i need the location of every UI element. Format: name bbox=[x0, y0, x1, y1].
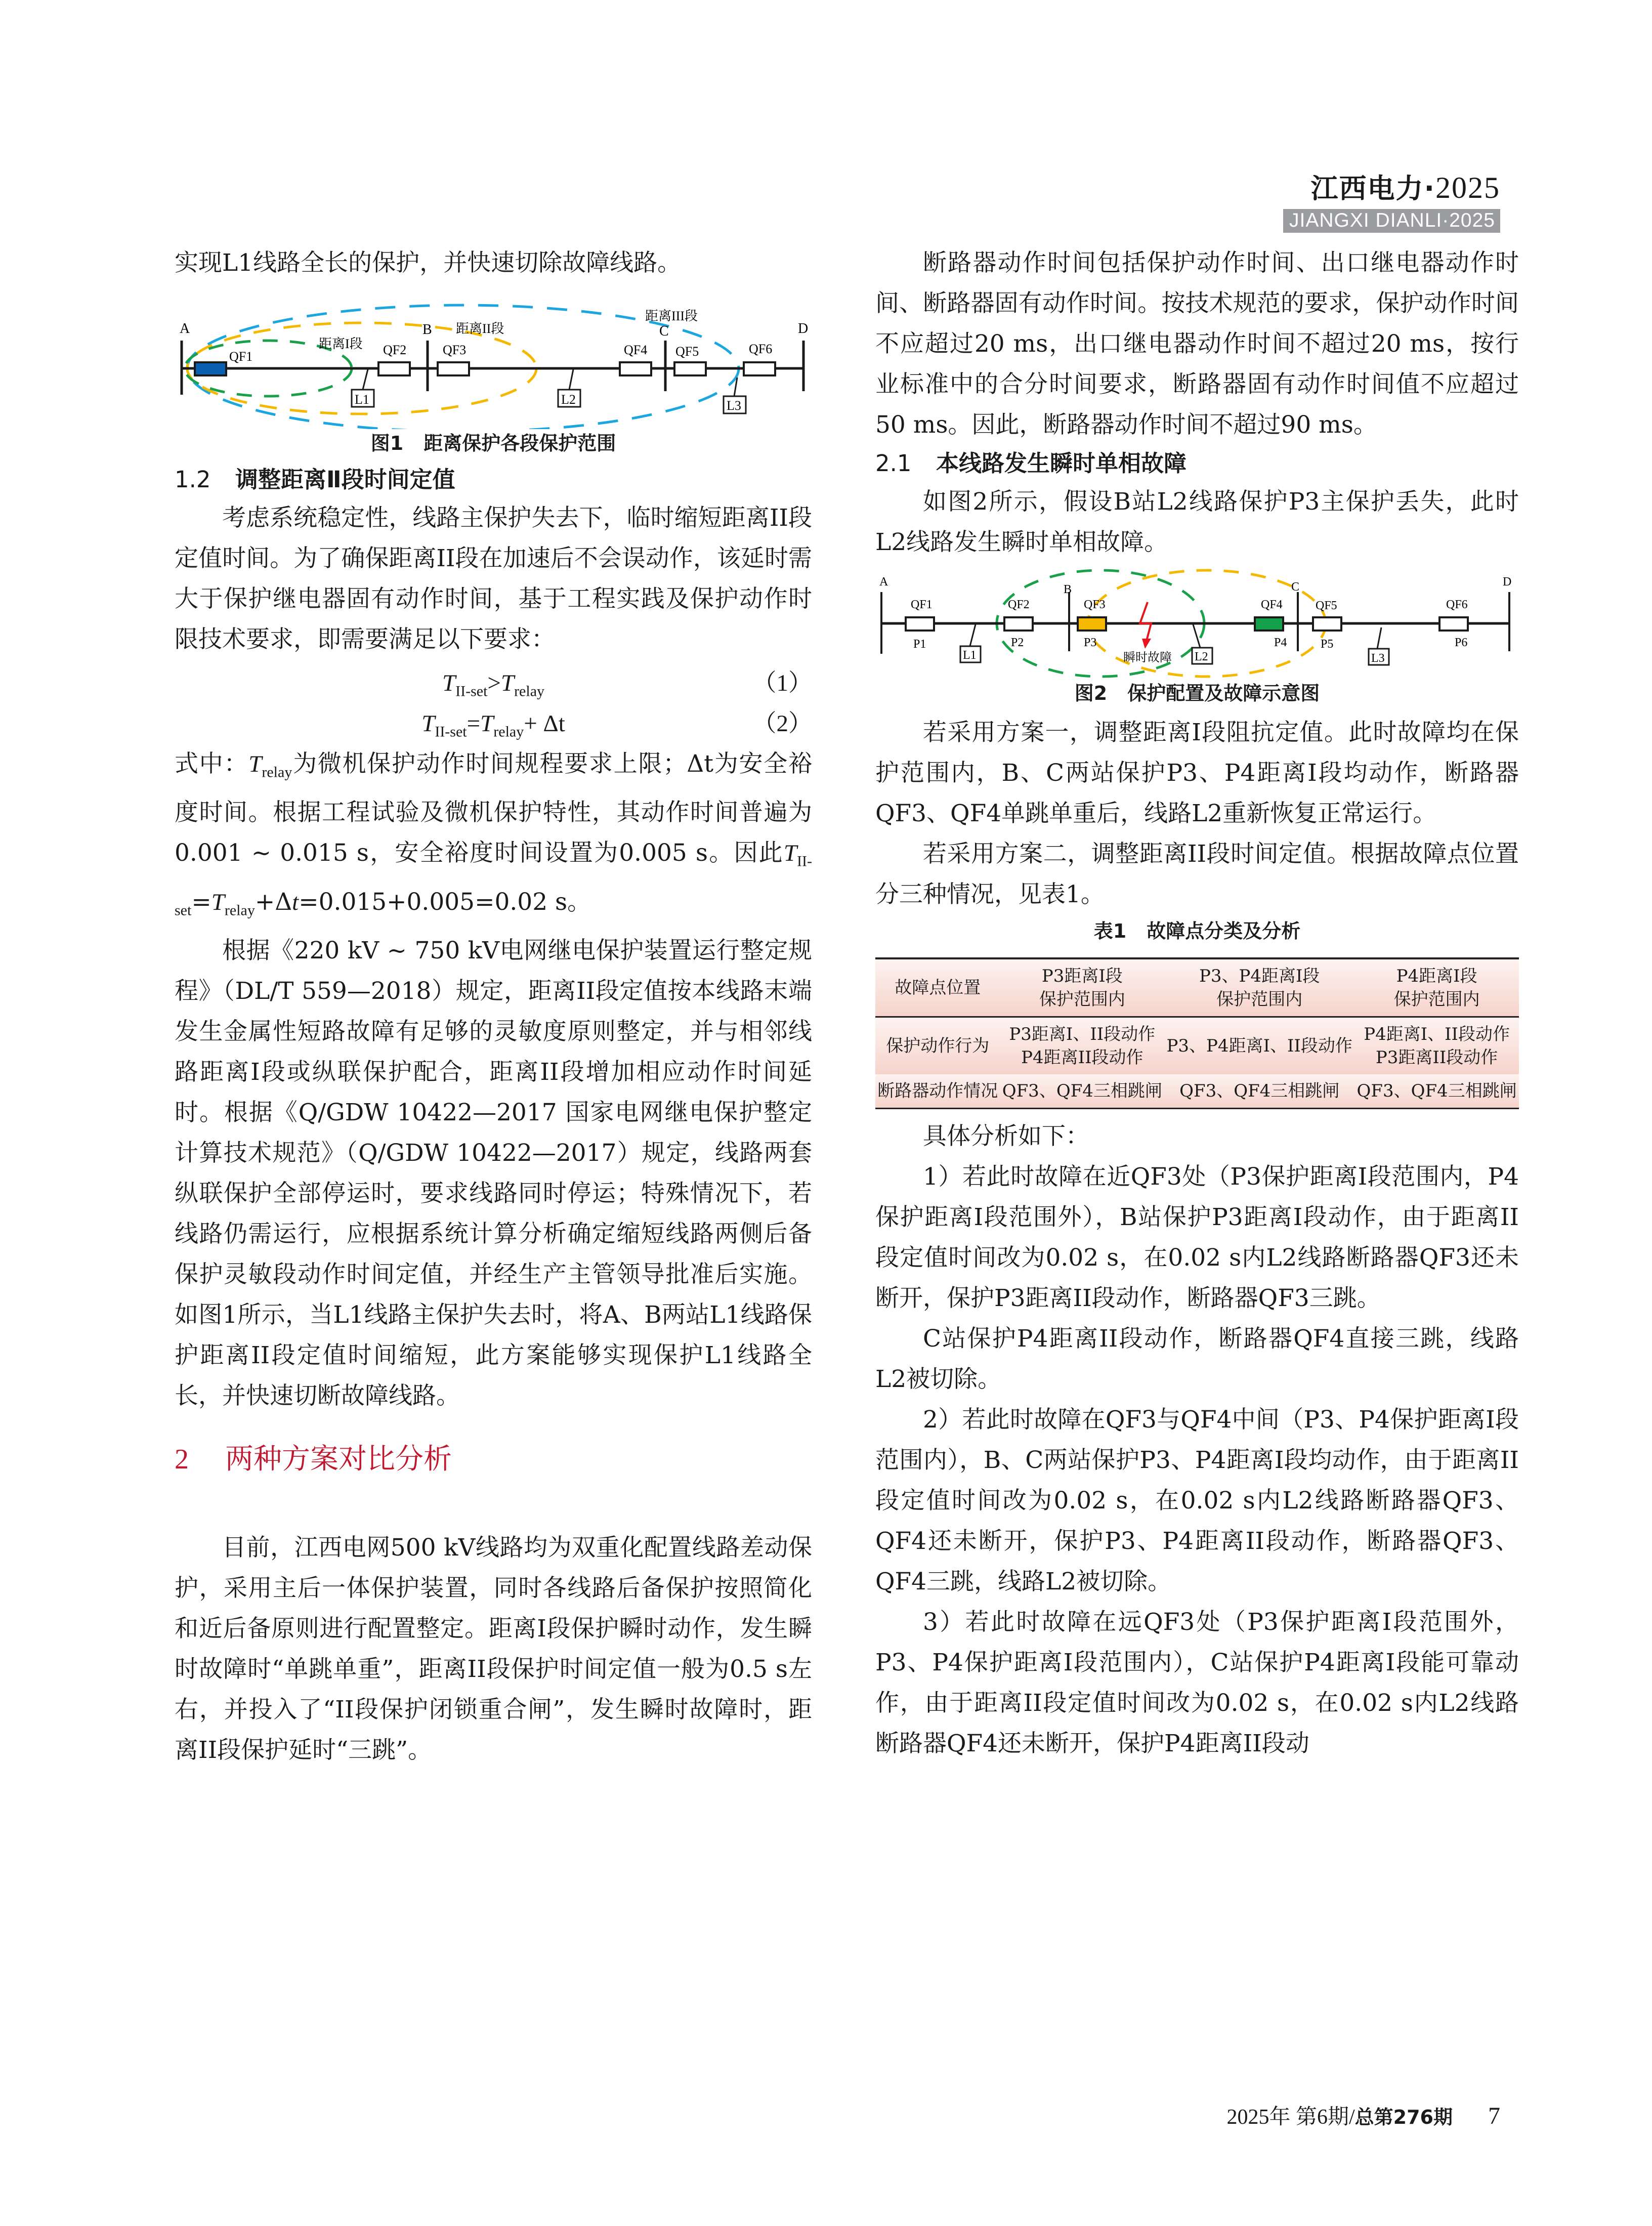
section-heading-2: 2 两种方案对比分析 bbox=[175, 1443, 452, 1476]
journal-header bbox=[1283, 167, 1500, 233]
line-label-l3: L3 bbox=[1371, 652, 1385, 665]
line-label-l2: L2 bbox=[1195, 650, 1208, 663]
breaker-label-qf5: QF5 bbox=[1316, 599, 1337, 612]
table-cell: P3距离I、II段动作 P4距离II段动作 bbox=[1000, 1017, 1164, 1075]
page-footer bbox=[1227, 2100, 1501, 2130]
figure-2 bbox=[875, 568, 1519, 707]
line-label-l1: L1 bbox=[355, 392, 369, 407]
paragraph: 若采用方案一，调整距离I段阻抗定值。此时故障均在保护范围内，B、C两站保护P3、P4距离I段均动作，断路器QF3、QF4单跳单重后，线路L2重新恢复正常运行。 bbox=[875, 719, 1519, 827]
journal-title-cn: 江西电力·2025 bbox=[1310, 171, 1500, 204]
table-cell: P3距离I段 保护范围内 bbox=[1000, 958, 1164, 1017]
table-row-head: 保护动作行为 bbox=[875, 1017, 1000, 1075]
table-row bbox=[875, 1017, 1519, 1075]
equation-1: $T_{II-set}>T_{relay}$ （1） bbox=[442, 670, 812, 700]
fault-label: 瞬时故障 bbox=[1123, 651, 1172, 664]
figure-2-caption: 图2 保护配置及故障示意图 bbox=[1074, 682, 1320, 704]
section-heading-1-2: 1.2 调整距离Ⅱ段时间定值 bbox=[175, 466, 455, 493]
table-cell: QF3、QF4三相跳闸 bbox=[1000, 1074, 1164, 1109]
breaker-label-qf6: QF6 bbox=[1446, 598, 1468, 611]
journal-title-en: JIANGXI DIANLI·2025 bbox=[1283, 209, 1500, 233]
breaker-label-qf5: QF5 bbox=[675, 344, 699, 359]
table-cell: QF3、QF4三相跳闸 bbox=[1164, 1074, 1354, 1109]
breaker-label-qf3: QF3 bbox=[1084, 598, 1106, 611]
section-heading-2-1: 2.1 本线路发生瞬时单相故障 bbox=[875, 450, 1187, 477]
protection-label-p1: P1 bbox=[913, 638, 926, 651]
table-cell: P3、P4距离I段 保护范围内 bbox=[1164, 958, 1354, 1017]
page-number: 7 bbox=[1488, 2103, 1500, 2129]
breaker-label-qf2: QF2 bbox=[1008, 598, 1030, 611]
breaker-qf6 bbox=[744, 362, 775, 375]
total-issue: 总第276期 bbox=[1354, 2106, 1453, 2128]
paragraph: 具体分析如下： bbox=[923, 1122, 1089, 1150]
figure-2-diagram bbox=[875, 568, 1519, 679]
bus-label-c: C bbox=[659, 323, 669, 339]
breaker-label-qf6: QF6 bbox=[749, 342, 773, 356]
paragraph-equation-explanation: 式中：$T_{relay}$为微机保护动作时间规程要求上限；Δt为安全裕度时间。根据工程试验及微机保护特性，其动作时间普遍为0.001 ~ 0.015 s，安全裕度时间设置为0.005 s。因此$T_{II-set}=T_{relay}+\Delta t=0.015+0.005=0.02$ s。 bbox=[175, 750, 813, 919]
protection-label-p4: P4 bbox=[1274, 636, 1287, 649]
table-1-caption: 表1 故障点分类及分析 bbox=[1093, 920, 1301, 942]
zone2-label: 距离II段 bbox=[456, 321, 504, 336]
line-label-l3: L3 bbox=[727, 398, 741, 413]
table-cell: P4距离I、II段动作 P3距离II段动作 bbox=[1354, 1017, 1519, 1075]
table-cell: P3、P4距离I、II段动作 bbox=[1164, 1017, 1354, 1075]
paragraph: 3）若此时故障在远QF3处（P3保护距离I段范围外，P3、P4保护距离I段范围内），C站保护P4距离I段能可靠动作，由于距离II段定值时间改为0.02 s，在0.02 s内L2线路断路器QF4还未断开，保护P4距离II段动 bbox=[875, 1608, 1519, 1757]
line-label-l1: L1 bbox=[963, 649, 977, 662]
issue-info: 2025年 第6期/ bbox=[1226, 2106, 1355, 2129]
protection-label-p5: P5 bbox=[1321, 638, 1334, 651]
paragraph: 1）若此时故障在近QF3处（P3保护距离I段范围内，P4保护距离I段范围外），B站保护P3距离I段动作，由于距离II段定值时间改为0.02 s，在0.02 s内L2线路断路器QF3还未断开，保护P3距离II段动作，断路器QF3三跳。 bbox=[875, 1163, 1519, 1312]
figure-1 bbox=[175, 298, 812, 457]
zone3-label: 距离III段 bbox=[645, 309, 698, 323]
figure-1-diagram bbox=[175, 298, 812, 429]
paragraph: 如图2所示，假设B站L2线路保护P3主保护丢失，此时L2线路发生瞬时单相故障。 bbox=[875, 488, 1519, 556]
bus-label-c: C bbox=[1291, 580, 1300, 594]
bus-label-a: A bbox=[180, 321, 190, 337]
breaker-label-qf1: QF1 bbox=[911, 598, 933, 611]
paragraph: 考虑系统稳定性，线路主保护失去下，临时缩短距离II段定值时间。为了确保距离II段在加速后不会误动作，该延时需大于保护继电器固有动作时间，基于工程实践及保护动作时限技术要求，即需要满足以下要求： bbox=[175, 504, 812, 653]
protection-label-p3: P3 bbox=[1084, 636, 1097, 649]
paragraph: C站保护P4距离II段动作，断路器QF4直接三跳，线路L2被切除。 bbox=[875, 1325, 1519, 1393]
table-cell: P4距离I段 保护范围内 bbox=[1354, 958, 1519, 1017]
paragraph: 目前，江西电网500 kV线路均为双重化配置线路差动保护，采用主后一体保护装置，同时各线路后备保护按照简化和近后备原则进行配置整定。距离I段保护瞬时动作，发生瞬时故障时“单跳单重”，距离II段保护时间定值一般为0.5 s左右，并投入了“II段保护闭锁重合闸”，发生瞬时故障时，距离II段保护延时“三跳”。 bbox=[175, 1534, 812, 1765]
fault-arrow-icon bbox=[1142, 639, 1151, 649]
breaker-qf3 bbox=[438, 362, 469, 375]
breaker-qf4 bbox=[620, 362, 651, 375]
breaker-label-qf4: QF4 bbox=[624, 343, 648, 357]
table-1 bbox=[875, 957, 1519, 1109]
line-label-l2: L2 bbox=[561, 392, 576, 407]
table-row bbox=[875, 1074, 1519, 1109]
figure-1-caption: 图1 距离保护各段保护范围 bbox=[370, 432, 616, 454]
paragraph: 根据《220 kV ~ 750 kV电网继电保护装置运行整定规程》（DL/T 559—2018）规定，距离II段定值按本线路末端发生金属性短路故障有足够的灵敏度原则整定，并与相邻线路距离I段或纵联保护配合，距离II段增加相应动作时间延时。根据《Q/GDW 10422—2017 国家电网继电保护整定计算技术规范》（Q/GDW 10422—2017）规定，线路两套纵联保护全部停运时，要求线路同时停运；特殊情况下，若线路仍需运行，应根据系统计算分析确定缩短线路两侧后备保护灵敏段动作时间定值，并经生产主管领导批准后实施。如图1所示，当L1线路主保护失去时，将A、B两站L1线路保护距离II段定值时间缩短，此方案能够实现保护L1线路全长，并快速切断故障线路。 bbox=[175, 937, 813, 1410]
table-row bbox=[875, 958, 1519, 1017]
paragraph: 若采用方案二，调整距离II段时间定值。根据故障点位置分三种情况，见表1。 bbox=[875, 840, 1519, 908]
bus-label-d: D bbox=[798, 321, 809, 337]
breaker-qf2 bbox=[378, 362, 410, 375]
bus-label-b: B bbox=[1064, 583, 1072, 596]
breaker-label-qf4: QF4 bbox=[1261, 598, 1283, 611]
left-column bbox=[175, 243, 812, 1771]
breaker-qf5 bbox=[1313, 617, 1341, 631]
breaker-qf2 bbox=[1004, 617, 1033, 631]
breaker-label-qf2: QF2 bbox=[383, 343, 407, 357]
table-cell: QF3、QF4三相跳闸 bbox=[1354, 1074, 1519, 1109]
fault-lightning-icon bbox=[1140, 602, 1151, 643]
breaker-qf4 bbox=[1255, 617, 1283, 631]
right-column bbox=[875, 243, 1519, 1764]
equation-2: $T_{II-set}=T_{relay}+ \Delta t$ （2） bbox=[421, 710, 812, 740]
paragraph: 断路器动作时间包括保护动作时间、出口继电器动作时间、断路器固有动作时间。按技术规范的要求，保护动作时间不应超过20 ms，出口继电器动作时间不超过20 ms，按行业标准中的合分时间要求，断路器固有动作时间值不应超过50 ms。因此，断路器动作时间不超过90 ms。 bbox=[875, 249, 1519, 439]
bus-label-b: B bbox=[422, 322, 432, 338]
breaker-qf3 bbox=[1078, 617, 1106, 631]
breaker-qf5 bbox=[674, 362, 706, 375]
bus-label-a: A bbox=[879, 575, 888, 589]
paragraph: 实现L1线路全长的保护，并快速切除故障线路。 bbox=[175, 249, 682, 277]
breaker-qf6 bbox=[1439, 617, 1468, 631]
protection-label-p6: P6 bbox=[1455, 636, 1468, 649]
breaker-label-qf1: QF1 bbox=[229, 349, 253, 364]
breaker-label-qf3: QF3 bbox=[443, 343, 467, 357]
table-row-head: 断路器动作情况 bbox=[875, 1074, 1000, 1109]
zone1-label: 距离I段 bbox=[319, 337, 363, 351]
paragraph: 2）若此时故障在QF3与QF4中间（P3、P4保护距离I段范围内），B、C两站保护P3、P4距离I段均动作，由于距离II段定值时间改为0.02 s，在0.02 s内L2线路断路器QF3、QF4还未断开，保护P3、P4距离II段动作，断路器QF3、QF4三跳，线路L2被切除。 bbox=[875, 1406, 1519, 1595]
breaker-qf1 bbox=[195, 362, 226, 375]
table-row-head: 故障点位置 bbox=[875, 958, 1000, 1017]
breaker-qf1 bbox=[906, 617, 934, 631]
bus-label-d: D bbox=[1503, 575, 1512, 589]
protection-label-p2: P2 bbox=[1011, 636, 1024, 649]
